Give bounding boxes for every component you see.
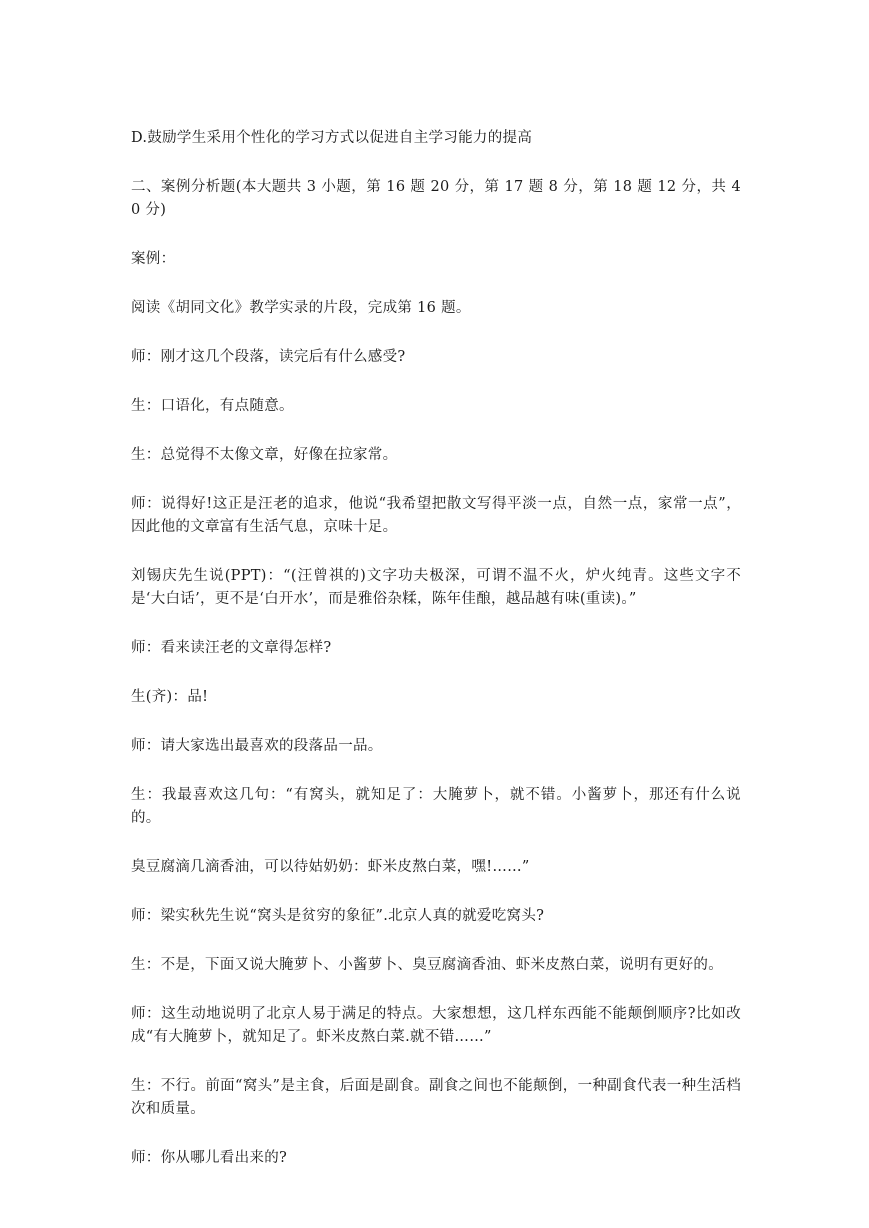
dialogue-line: 生：口语化，有点随意。 [131,398,294,414]
dialogue-line: 师：说得好!这正是汪老的追求，他说“我希望把散文写得平淡一点，自然一点，家常一点”，因此他的文章富有生活气息，京味十足。 [131,496,741,535]
dialogue-line: 生(齐)：品! [131,689,209,705]
dialogue-line: 师：请大家选出最喜欢的段落品一品。 [131,738,383,754]
dialogue-line: 师：梁实秋先生说“窝头是贫穷的象征”.北京人真的就爱吃窝头? [131,908,545,924]
dialogue-line: 师：这生动地说明了北京人易于满足的特点。大家想想，这几样东西能不能颠倒顺序?比如改成“有大腌萝卜，就知足了。虾米皮熬白菜.就不错……” [131,1006,741,1045]
document-body [131,127,741,1170]
dialogue-line: 师：看来读汪老的文章得怎样? [131,640,332,656]
dialogue-line: 师：你从哪儿看出来的? [131,1150,288,1166]
option-d-text: D.鼓励学生采用个性化的学习方式以促进自主学习能力的提高 [131,130,533,146]
dialogue-line: 生：我最喜欢这几句：“有窝头，就知足了：大腌萝卜，就不错。小酱萝卜，那还有什么说的。 [131,787,741,826]
case-label: 案例： [131,251,176,267]
dialogue-line: 生：不是，下面又说大腌萝卜、小酱萝卜、臭豆腐滴香油、虾米皮熬白菜，说明有更好的。 [131,957,723,973]
section-heading: 二、案例分析题(本大题共 3 小题，第 16 题 20 分，第 17 题 8 分，第 18 题 12 分，共 40 分) [131,179,741,218]
quote-paragraph: 刘锡庆先生说(PPT)：“(汪曾祺的)文字功夫极深，可谓不温不火，炉火纯青。这些文字不是‘大白话’，更不是‘白开水’，而是雅俗杂糅，陈年佳酿，越品越有味(重读)。” [131,568,741,607]
dialogue-line: 生：总觉得不太像文章，好像在拉家常。 [131,447,398,463]
dialogue-line: 师：刚才这几个段落，读完后有什么感受? [131,349,406,365]
dialogue-line: 生：不行。前面“窝头”是主食，后面是副食。副食之间也不能颠倒，一种副食代表一种生活档次和质量。 [131,1078,741,1117]
reading-instruction: 阅读《胡同文化》教学实录的片段，完成第 16 题。 [131,300,471,316]
quote-continuation: 臭豆腐滴几滴香油，可以待姑奶奶：虾米皮熬白菜，嘿!……” [131,859,530,875]
